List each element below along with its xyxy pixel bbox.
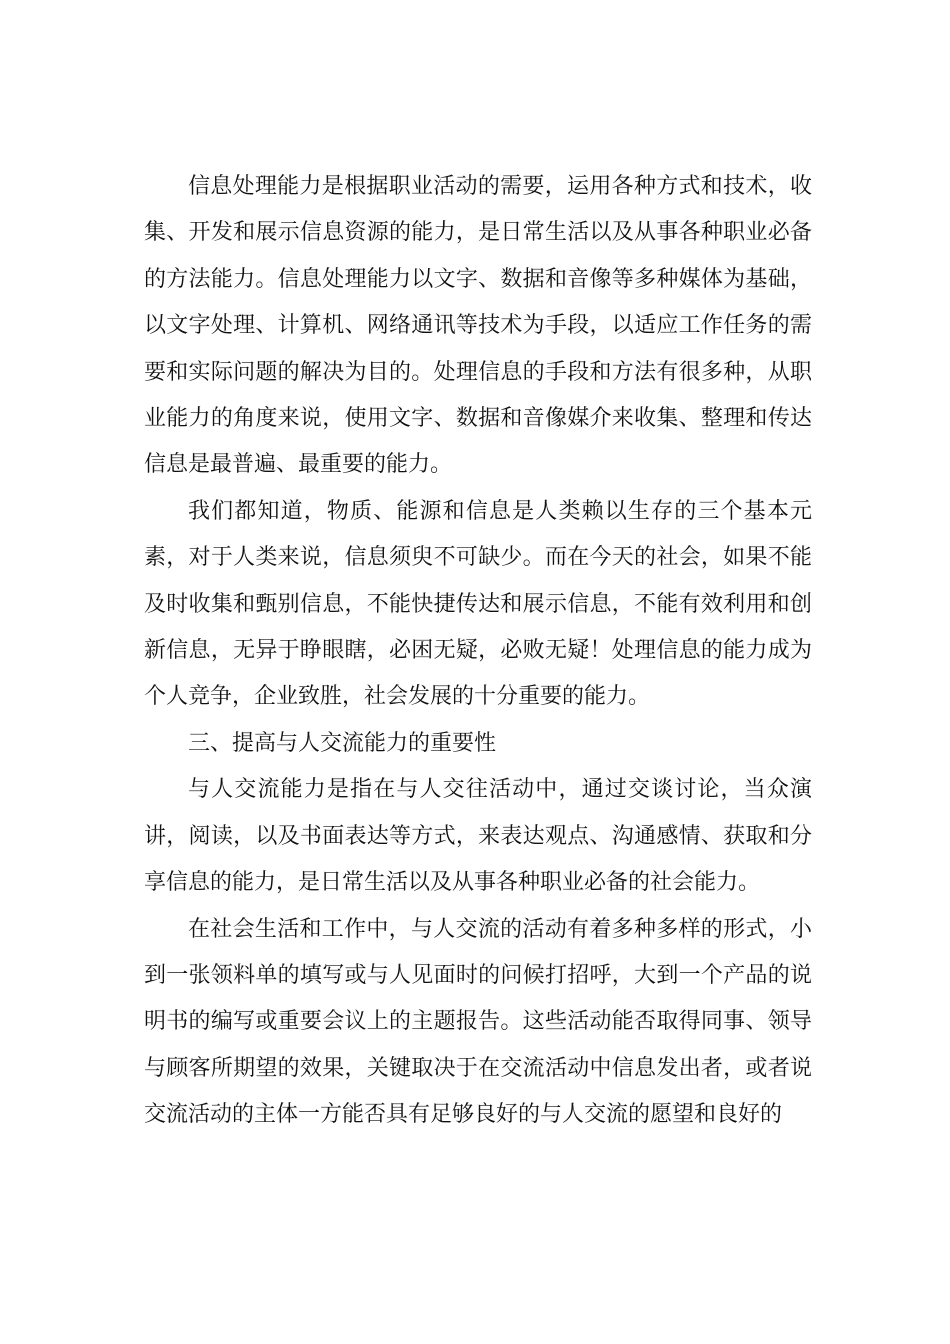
section-heading: 三、提高与人交流能力的重要性 [188,730,497,756]
paragraph-information-importance: 我们都知道，物质、能源和信息是人类赖以生存的三个基本元素，对于人类来说，信息须臾不可缺少。而在今天的社会，如果不能及时收集和甄别信息，不能快捷传达和展示信息，不能有效利用和创新信息，无异于睁眼瞎，必困无疑，必败无疑！处理信息的能力成为个人竞争，企业致胜，社会发展的十分重要的能力。 [144,498,812,710]
paragraph-communication-definition: 与人交流能力是指在与人交往活动中，通过交谈讨论，当众演讲，阅读，以及书面表达等方式，来表达观点、沟通感情、获取和分享信息的能力，是日常生活以及从事各种职业必备的社会能力。 [144,777,812,896]
document-page [144,164,812,1139]
paragraph-information-processing: 信息处理能力是根据职业活动的需要，运用各种方式和技术，收集、开发和展示信息资源的能力，是日常生活以及从事各种职业必备的方法能力。信息处理能力以文字、数据和音像等多种媒体为基础，以文字处理、计算机、网络通讯等技术为手段，以适应工作任务的需要和实际问题的解决为目的。处理信息的手段和方法有很多种，从职业能力的角度来说，使用文字、数据和音像媒介来收集、整理和传达信息是最普遍、最重要的能力。 [144,174,812,478]
paragraph-communication-forms: 在社会生活和工作中，与人交流的活动有着多种多样的形式，小到一张领料单的填写或与人见面时的问候打招呼，大到一个产品的说明书的编写或重要会议上的主题报告。这些活动能否取得同事、领导与顾客所期望的效果，关键取决于在交流活动中信息发出者，或者说交流活动的主体一方能否具有足够良好的与人交流的愿望和良好的 [144,916,812,1128]
